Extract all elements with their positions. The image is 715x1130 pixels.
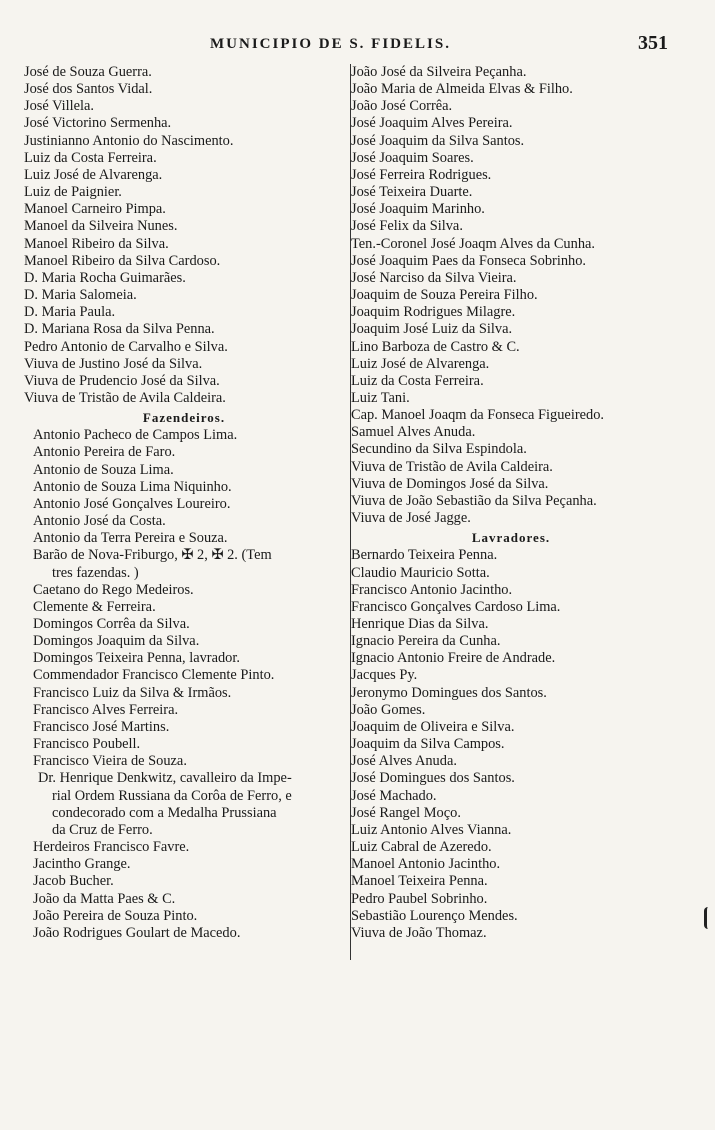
list-item: Dr. Henrique Denkwitz, cavalleiro da Impe- — [38, 770, 292, 787]
list-item: Francisco Antonio Jacintho. — [351, 581, 513, 598]
list-item: Caetano do Rego Medeiros. — [33, 581, 194, 598]
list-item: D. Maria Paula. — [24, 304, 116, 321]
list-item: Francisco Vieira de Souza. — [33, 753, 187, 770]
page-number: 351 — [638, 32, 668, 54]
list-item: D. Maria Salomeia. — [24, 287, 137, 304]
section-heading-lavradores: Lavradores. — [471, 530, 551, 546]
list-item: Secundino da Silva Espindola. — [351, 441, 527, 458]
list-item: José Teixeira Duarte. — [351, 184, 473, 201]
list-item: Manoel da Silveira Nunes. — [24, 218, 178, 235]
list-item: Antonio José da Costa. — [33, 513, 166, 530]
list-item: João José da Silveira Peçanha. — [351, 64, 527, 80]
list-item: João Pereira de Souza Pinto. — [33, 907, 198, 924]
list-item: Justinianno Antonio do Nascimento. — [24, 132, 234, 149]
list-item: Luiz Tani. — [351, 389, 410, 406]
list-item: João Rodrigues Goulart de Macedo. — [33, 924, 241, 941]
list-item: condecorado com a Medalha Prussiana — [52, 804, 277, 821]
list-item: Francisco Luiz da Silva & Irmãos. — [33, 684, 232, 701]
running-title: MUNICIPIO DE S. FIDELIS. — [210, 36, 451, 52]
list-item: Manoel Antonio Jacintho. — [351, 856, 501, 873]
list-item: Antonio de Souza Lima. — [33, 461, 174, 478]
list-item: Clemente & Ferreira. — [33, 598, 156, 615]
list-item: Viuva de Domingos José da Silva. — [351, 475, 549, 492]
right-column — [350, 64, 671, 960]
list-item: Antonio José Gonçalves Loureiro. — [33, 495, 231, 512]
list-item: Francisco Gonçalves Cardoso Lima. — [351, 598, 561, 615]
list-item: Barão de Nova-Friburgo, ✠ 2, ✠ 2. (Tem — [33, 547, 272, 564]
list-item: Domingos Corrêa da Silva. — [33, 616, 190, 632]
list-item: Lino Barboza de Castro & C. — [351, 338, 520, 355]
list-item: Francisco José Martins. — [33, 718, 170, 735]
list-item: José Joaquim Soares. — [351, 149, 474, 166]
list-item: Viuva de José Jagge. — [351, 510, 471, 527]
list-item: Luiz José de Alvarenga. — [351, 355, 490, 372]
list-item: Francisco Alves Ferreira. — [33, 701, 179, 718]
list-item: José dos Santos Vidal. — [24, 81, 153, 98]
list-item: Pedro Paubel Sobrinho. — [351, 890, 488, 907]
list-item: Luiz de Paignier. — [24, 184, 122, 201]
list-item: rial Ordem Russiana da Corôa de Ferro, e — [52, 787, 292, 804]
list-item: Luiz José de Alvarenga. — [24, 166, 163, 183]
list-item: Ignacio Pereira da Cunha. — [351, 633, 501, 650]
list-item: Luiz da Costa Ferreira. — [351, 372, 484, 389]
list-item: João José Corrêa. — [351, 98, 453, 115]
list-item: Joaquim da Silva Campos. — [351, 736, 505, 753]
list-item: Luiz da Costa Ferreira. — [24, 149, 157, 166]
list-item: Antonio Pereira de Faro. — [33, 444, 176, 461]
list-item: Francisco Poubell. — [33, 736, 141, 753]
list-item: Domingos Teixeira Penna, lavrador. — [33, 650, 240, 667]
list-item: Manoel Teixeira Penna. — [351, 873, 488, 890]
list-item: José Joaquim Alves Pereira. — [351, 115, 513, 132]
list-item: José Felix da Silva. — [351, 218, 463, 235]
list-item: Joaquim de Souza Pereira Filho. — [351, 287, 538, 304]
section-heading-fazendeiros: Fazendeiros. — [142, 410, 226, 426]
fazendeiros-list-b — [24, 582, 344, 771]
list-item: D. Maria Rocha Guimarães. — [24, 269, 186, 286]
list-item: Herdeiros Francisco Favre. — [33, 839, 190, 856]
list-item: Claudio Mauricio Sotta. — [351, 564, 490, 581]
list-item: João da Matta Paes & C. — [33, 890, 176, 907]
list-item: Viuva de Tristão de Avila Caldeira. — [24, 389, 226, 406]
list-item: da Cruz de Ferro. — [52, 821, 153, 838]
list-item: Sebastião Lourenço Mendes. — [351, 907, 518, 924]
list-item: Jeronymo Domingues dos Santos. — [351, 684, 547, 701]
list-item: Jacob Bucher. — [33, 873, 114, 890]
list-item: José Narciso da Silva Vieira. — [351, 269, 517, 286]
list-item: Viuva de João Sebastião da Silva Peçanha. — [351, 492, 597, 509]
list-item: José Villela. — [24, 98, 95, 115]
list-item: Manoel Carneiro Pimpa. — [24, 201, 166, 218]
list-item: José Rangel Moço. — [351, 804, 461, 821]
fazendeiros-list-c — [24, 839, 344, 942]
list-item: Luiz Antonio Alves Vianna. — [351, 821, 512, 838]
list-item: José Ferreira Rodrigues. — [351, 166, 492, 183]
list-item: José de Souza Guerra. — [24, 64, 152, 80]
list-item: Cap. Manoel Joaqm da Fonseca Figueiredo. — [351, 407, 604, 424]
left-column — [24, 64, 344, 942]
list-item: João Maria de Almeida Elvas & Filho. — [351, 81, 573, 98]
list-item: Luiz Cabral de Azeredo. — [351, 839, 492, 856]
left-list-top — [24, 64, 344, 407]
list-item: Samuel Alves Anuda. — [351, 424, 476, 441]
list-item: Joaquim José Luiz da Silva. — [351, 321, 513, 338]
list-item: José Joaquim da Silva Santos. — [351, 132, 525, 149]
list-item: Joaquim de Oliveira e Silva. — [351, 718, 515, 735]
list-item: José Joaquim Marinho. — [351, 201, 485, 218]
list-item: Domingos Joaquim da Silva. — [33, 633, 200, 650]
list-item: Pedro Antonio de Carvalho e Silva. — [24, 338, 228, 355]
list-item: Henrique Dias da Silva. — [351, 616, 489, 632]
list-item: José Alves Anuda. — [351, 753, 457, 770]
list-item: Manoel Ribeiro da Silva Cardoso. — [24, 252, 221, 269]
list-item: Viuva de Tristão de Avila Caldeira. — [351, 458, 553, 475]
right-list-top — [351, 64, 671, 527]
list-item: Jacintho Grange. — [33, 856, 131, 873]
list-item: Joaquim Rodrigues Milagre. — [351, 304, 516, 321]
list-item: Commendador Francisco Clemente Pinto. — [33, 667, 275, 684]
list-item: Antonio da Terra Pereira e Souza. — [33, 530, 228, 547]
list-item: D. Mariana Rosa da Silva Penna. — [24, 321, 215, 338]
list-item: José Victorino Sermenha. — [24, 115, 172, 132]
list-item: Viuva de João Thomaz. — [351, 924, 487, 941]
list-item: Antonio de Souza Lima Niquinho. — [33, 478, 232, 495]
lavradores-list — [351, 547, 671, 942]
list-item: João Gomes. — [351, 701, 426, 718]
list-item: José Joaquim Paes da Fonseca Sobrinho. — [351, 252, 587, 269]
list-item: Jacques Py. — [351, 667, 418, 684]
list-item: Bernardo Teixeira Penna. — [351, 547, 498, 564]
list-item: José Domingues dos Santos. — [351, 770, 515, 787]
page-header — [20, 34, 668, 58]
list-item: José Machado. — [351, 787, 437, 804]
list-item: tres fazendas. ) — [52, 564, 139, 581]
list-item: Viuva de Prudencio José da Silva. — [24, 372, 220, 389]
margin-bracket-mark — [704, 907, 711, 929]
list-item: Viuva de Justino José da Silva. — [24, 355, 203, 372]
list-item: Antonio Pacheco de Campos Lima. — [33, 427, 238, 444]
list-item: Manoel Ribeiro da Silva. — [24, 235, 169, 252]
list-item: Ignacio Antonio Freire de Andrade. — [351, 650, 556, 667]
fazendeiros-list-a — [24, 427, 344, 547]
list-item: Ten.-Coronel José Joaqm Alves da Cunha. — [351, 235, 595, 252]
